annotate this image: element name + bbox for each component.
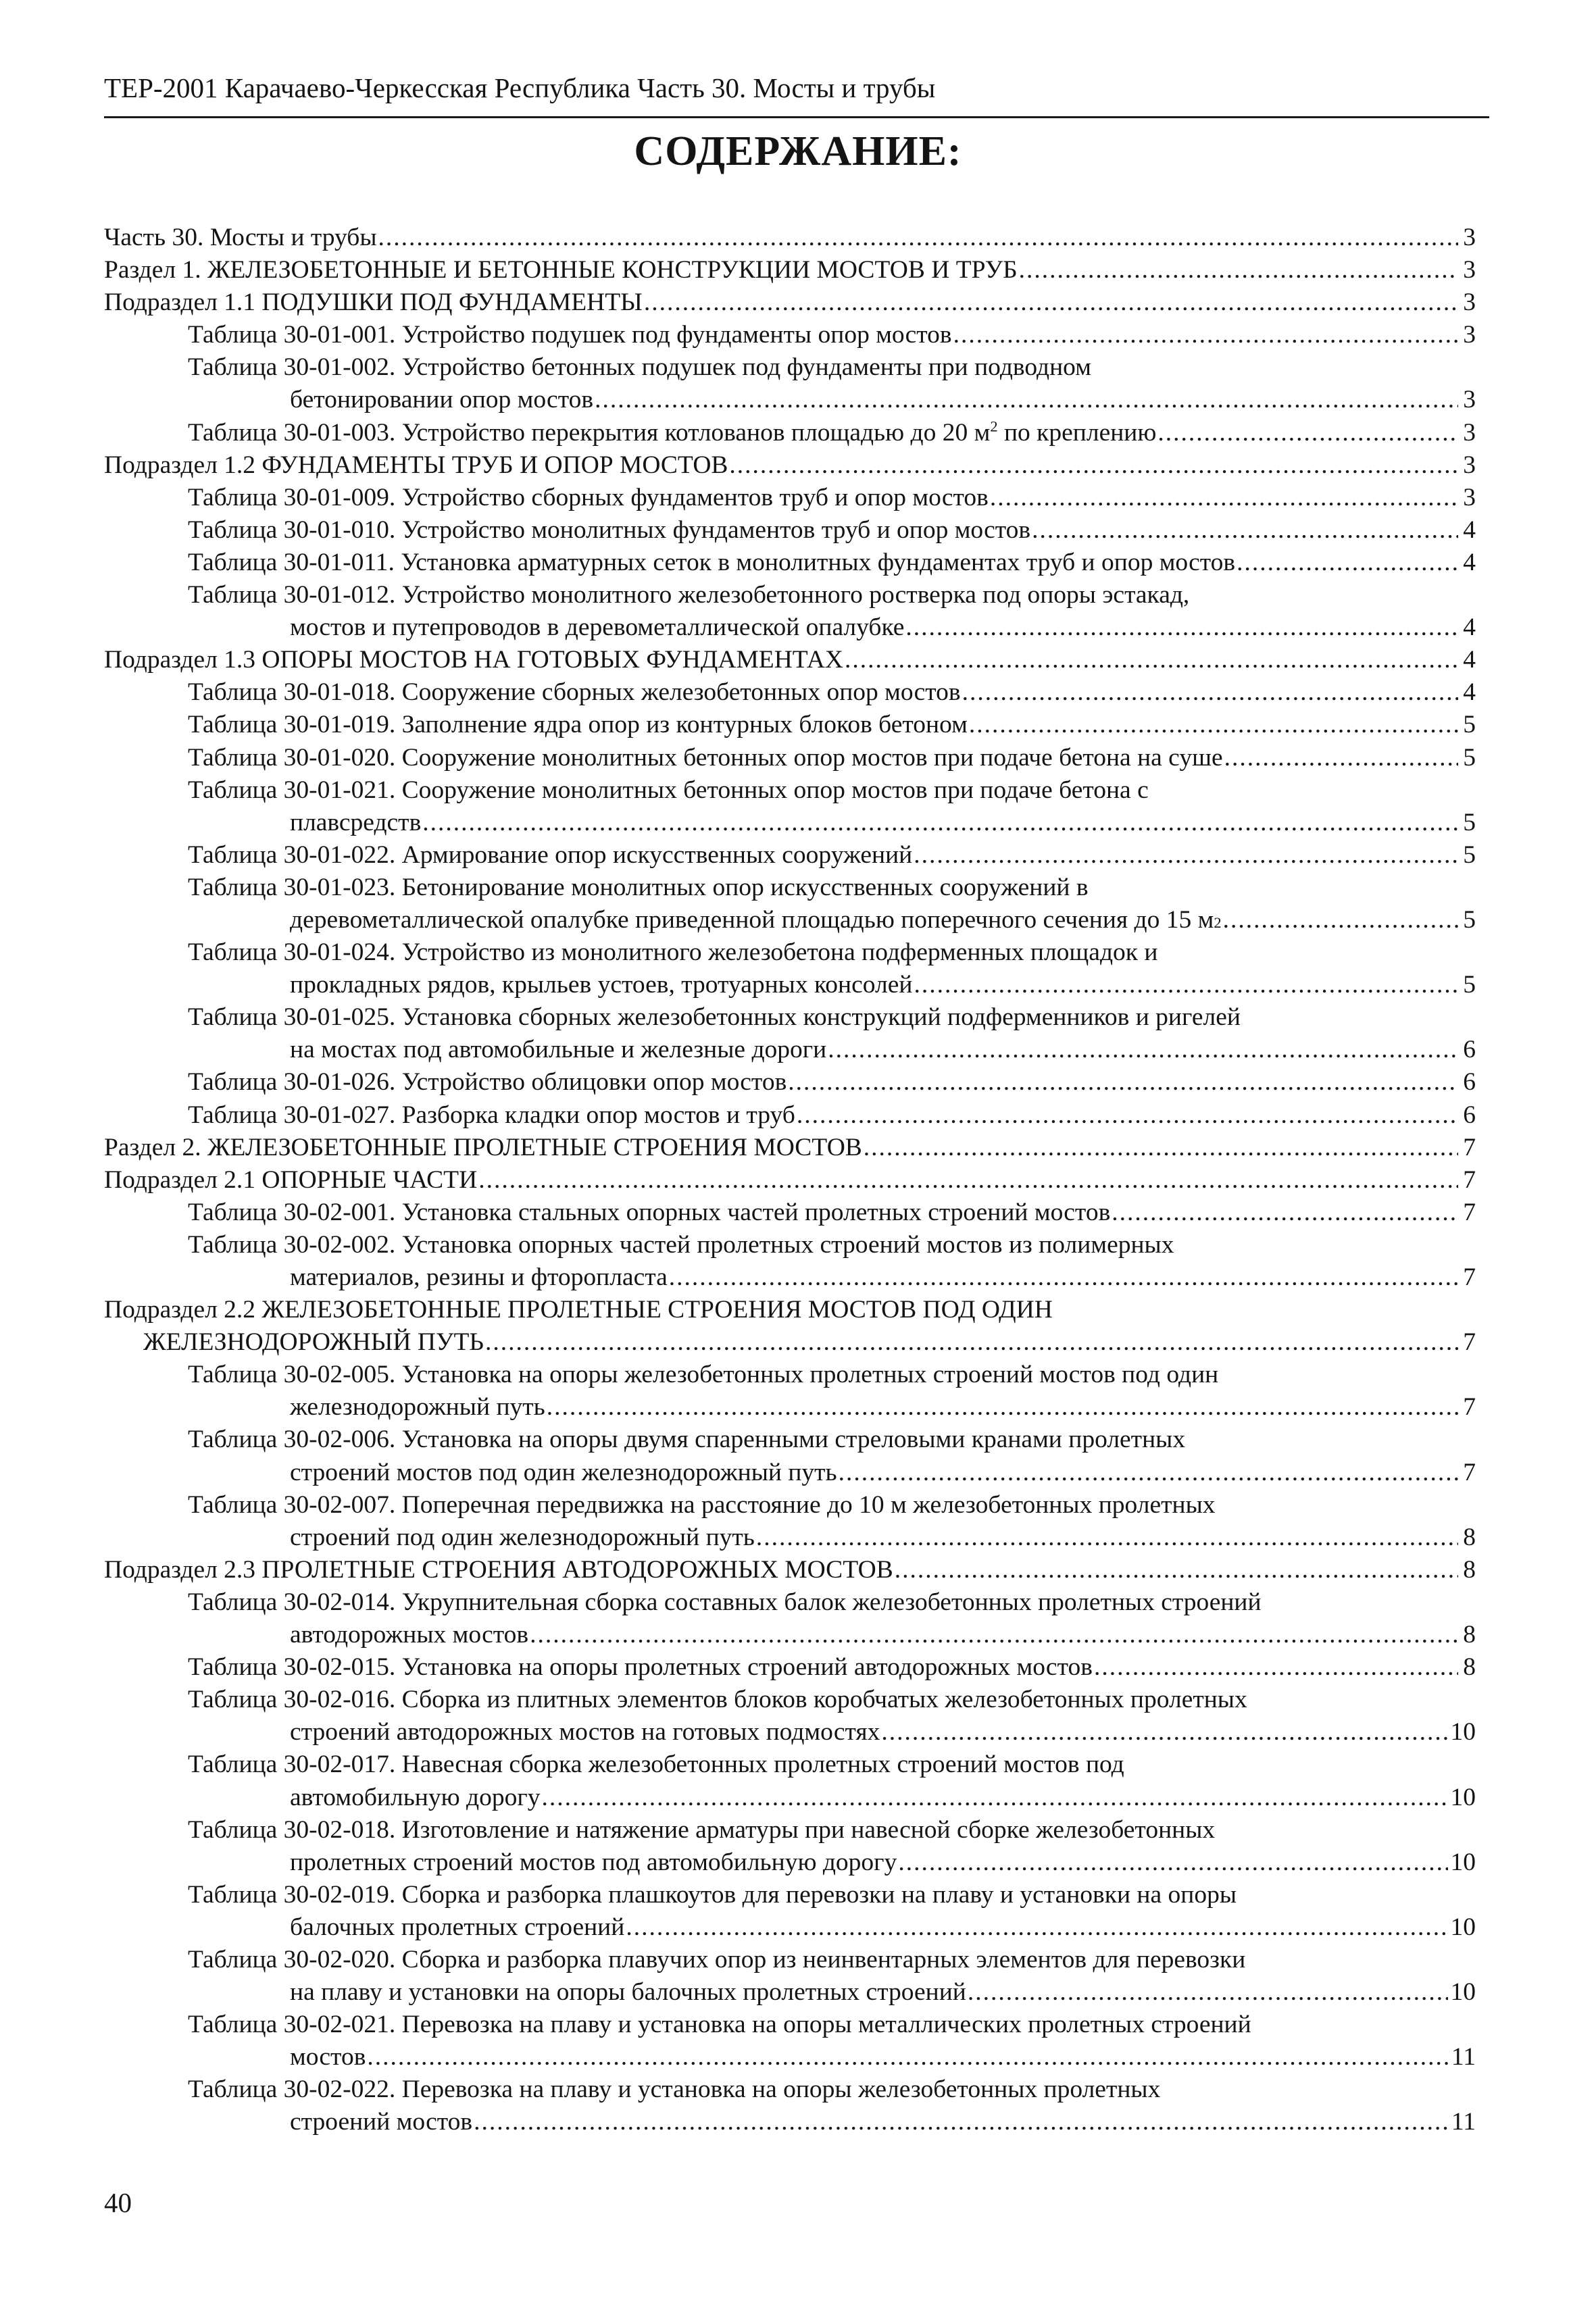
toc-page-number: 8	[1463, 1621, 1476, 1649]
toc-entry-text: строений мостов под один железнодорожный путь	[290, 1458, 837, 1486]
dot-leader	[962, 676, 1458, 709]
toc-entry-text: Таблица 30-02-021. Перевозка на плаву и установка на опоры металлических пролетных строений	[188, 2011, 1251, 2039]
toc-page-number: 6	[1463, 1036, 1476, 1064]
toc-table-entry[interactable]	[104, 1001, 1476, 1066]
dot-leader	[953, 319, 1458, 351]
dot-leader	[1223, 904, 1458, 936]
toc-page-number: 4	[1463, 515, 1476, 544]
dot-leader	[541, 1782, 1447, 1814]
dot-leader	[1157, 417, 1458, 449]
dot-leader	[1032, 514, 1458, 547]
toc-entry-text: Таблица 30-01-002. Устройство бетонных подушек под фундаменты при подводном	[188, 353, 1091, 382]
toc-table-entry[interactable]	[104, 579, 1476, 644]
dot-leader	[474, 2106, 1449, 2138]
toc-entry-text: на плаву и установки на опоры балочных пролетных строений	[290, 1978, 966, 2007]
dot-leader	[626, 1911, 1447, 1944]
toc-entry-text: Таблица 30-02-001. Установка стальных опорных частей пролетных строений мостов	[188, 1198, 1111, 1226]
toc-entry-text: Раздел 1. ЖЕЛЕЗОБЕТОННЫЕ И БЕТОННЫЕ КОНСТРУКЦИИ МОСТОВ И ТРУБ	[104, 256, 1018, 284]
toc-section-entry[interactable]	[104, 1164, 1476, 1197]
toc-table-entry[interactable]	[104, 1229, 1476, 1294]
toc-table-entry[interactable]	[104, 839, 1476, 872]
toc-entry-text: железнодорожный путь	[290, 1393, 545, 1422]
dot-leader	[914, 839, 1458, 872]
toc-section-entry[interactable]	[104, 1294, 1476, 1359]
dot-leader	[864, 1132, 1458, 1164]
toc-entry-text: материалов, резины и фторопласта	[290, 1263, 668, 1291]
toc-table-entry[interactable]	[104, 1944, 1476, 2009]
toc-page-number: 3	[1463, 288, 1476, 317]
toc-page-number: 8	[1463, 1523, 1476, 1551]
toc-entry-text: пролетных строений мостов под автомобильную дорогу	[290, 1848, 897, 1876]
toc-table-entry[interactable]	[104, 1424, 1476, 1488]
toc-page-number: 5	[1463, 711, 1476, 739]
dot-leader	[367, 2041, 1448, 2073]
toc-table-entry[interactable]	[104, 1197, 1476, 1229]
dot-leader	[1094, 1651, 1458, 1684]
toc-entry-text: Таблица 30-02-002. Установка опорных частей пролетных строений мостов из полимерных	[188, 1230, 1174, 1259]
toc-entry-text: Таблица 30-02-005. Установка на опоры железобетонных пролетных строений мостов под один	[188, 1361, 1219, 1389]
toc-entry-text: Таблица 30-01-025. Установка сборных железобетонных конструкций подферменников и ригелей	[188, 1003, 1241, 1032]
toc-entry-text: Таблица 30-02-014. Укрупнительная сборка составных балок железобетонных пролетных строений	[188, 1588, 1262, 1616]
toc-table-entry[interactable]	[104, 1814, 1476, 1879]
toc-section-entry[interactable]	[104, 449, 1476, 482]
toc-page-number: 3	[1463, 451, 1476, 479]
toc-section-entry[interactable]	[104, 644, 1476, 676]
toc-table-entry[interactable]	[104, 2009, 1476, 2073]
toc-entry-text: мостов и путепроводов в деревометаллической опалубке	[290, 613, 905, 642]
dot-leader	[485, 1326, 1458, 1359]
toc-table-entry[interactable]	[104, 1651, 1476, 1684]
toc-page-number: 5	[1463, 808, 1476, 836]
toc-page-number: 11	[1451, 2043, 1476, 2071]
toc-table-entry[interactable]	[104, 547, 1476, 579]
toc-entry-text: Таблица 30-01-026. Устройство облицовки опор мостов	[188, 1068, 787, 1097]
toc-page-number: 4	[1463, 646, 1476, 674]
toc-entry-text-part: Таблица 30-01-003. Устройство перекрытия котлованов площадью до 20 м	[188, 418, 991, 447]
toc-page-number: 7	[1463, 1263, 1476, 1291]
toc-entry-text: Таблица 30-02-016. Сборка из плитных элементов блоков коробчатых железобетонных пролетных	[188, 1686, 1247, 1714]
toc-page-number: 7	[1463, 1198, 1476, 1226]
toc-page-number: 7	[1463, 1328, 1476, 1357]
toc-entry-text: плавсредств	[290, 808, 422, 836]
dot-leader	[905, 611, 1458, 644]
dot-leader	[547, 1391, 1458, 1424]
toc-entry-text-part: по креплению	[1003, 418, 1157, 447]
dot-leader	[1019, 254, 1458, 286]
toc-page-number: 3	[1463, 483, 1476, 511]
toc-page-number: 3	[1463, 321, 1476, 349]
toc-entry-text: Таблица 30-01-027. Разборка кладки опор мостов и труб	[188, 1101, 795, 1129]
dot-leader	[1112, 1197, 1458, 1229]
dot-leader	[898, 1846, 1447, 1879]
toc-page-number: 10	[1450, 1848, 1476, 1876]
toc-page-number: 8	[1463, 1555, 1476, 1584]
dot-leader	[990, 482, 1458, 514]
toc-entry-text: Таблица 30-02-022. Перевозка на плаву и установка на опоры железобетонных пролетных	[188, 2076, 1161, 2104]
toc-page-number: 11	[1451, 2108, 1476, 2136]
toc-part-entry[interactable]	[104, 222, 1476, 254]
dot-leader	[378, 222, 1458, 254]
toc-entry-text: автомобильную дорогу	[290, 1783, 541, 1811]
toc-page-number: 7	[1463, 1165, 1476, 1194]
toc-table-entry[interactable]	[104, 2073, 1476, 2138]
toc-entry-text: Часть 30. Мосты и трубы	[104, 224, 377, 251]
toc-table-entry[interactable]	[104, 514, 1476, 547]
toc-page-number: 4	[1463, 678, 1476, 707]
toc-table-entry[interactable]	[104, 1586, 1476, 1651]
dot-leader	[839, 1457, 1458, 1489]
toc-page-number: 7	[1463, 1393, 1476, 1422]
toc-entry-text: Таблица 30-01-021. Сооружение монолитных бетонных опор мостов при подаче бетона с	[188, 776, 1149, 804]
toc-table-entry[interactable]: Таблица 30-01-023. Бетонирование монолитных опор искусственных сооружений в деревометаллической опалубке приведенной площадью поперечного сечения до 15 м 2 ..... 5	[104, 872, 1476, 936]
toc-table-entry[interactable]	[104, 417, 1476, 449]
toc-entry-text: прокладных рядов, крыльев устоев, тротуарных консолей	[290, 971, 913, 999]
toc-table-entry[interactable]	[104, 1489, 1476, 1554]
toc-section-entry[interactable]	[104, 1554, 1476, 1586]
toc-entry-text	[188, 417, 1156, 449]
toc-section-entry[interactable]	[104, 254, 1476, 286]
toc-entry-text: Таблица 30-01-001. Устройство подушек под фундаменты опор мостов	[188, 321, 952, 349]
toc-entry-text: деревометаллической опалубке приведенной площадью поперечного сечения до 15 м	[290, 905, 1214, 934]
dot-leader	[756, 1521, 1458, 1554]
toc-entry-text: Подраздел 2.1 ОПОРНЫЕ ЧАСТИ	[104, 1165, 478, 1194]
toc-page-number: 3	[1463, 256, 1476, 284]
toc-table-entry[interactable]	[104, 319, 1476, 351]
dot-leader	[788, 1066, 1458, 1099]
toc-page-number: 4	[1463, 548, 1476, 576]
page-title: СОДЕРЖАНИЕ:	[634, 128, 962, 174]
toc-page-number: 6	[1463, 1068, 1476, 1097]
toc-table-entry[interactable]	[104, 1879, 1476, 1944]
toc-page-number: 5	[1463, 905, 1476, 934]
toc-table-entry[interactable]	[104, 936, 1476, 1001]
toc-table-entry[interactable]	[104, 351, 1476, 416]
toc-page-number: 4	[1463, 613, 1476, 642]
toc-page-number: 3	[1463, 418, 1476, 447]
toc-entry-text: Таблица 30-01-009. Устройство сборных фундаментов труб и опор мостов	[188, 483, 989, 511]
toc-entry-text: Подраздел 1.2 ФУНДАМЕНТЫ ТРУБ И ОПОР МОСТОВ	[104, 451, 728, 479]
toc-page-number: 6	[1463, 1101, 1476, 1129]
toc-entry-text: строений под один железнодорожный путь	[290, 1523, 755, 1551]
toc-page-number: 7	[1463, 1133, 1476, 1161]
toc-entry-text: Таблица 30-02-017. Навесная сборка железобетонных пролетных строений мостов под	[188, 1751, 1124, 1779]
toc-table-entry[interactable]	[104, 1684, 1476, 1749]
dot-leader	[1237, 547, 1458, 579]
toc-entry-text: Таблица 30-01-010. Устройство монолитных фундаментов труб и опор мостов	[188, 515, 1031, 544]
toc-table-entry[interactable]	[104, 1359, 1476, 1424]
page-header	[104, 62, 1489, 118]
toc-entry-text: Таблица 30-01-018. Сооружение сборных железобетонных опор мостов	[188, 678, 961, 707]
toc-section-entry[interactable]	[104, 286, 1476, 319]
toc-page-number: 10	[1450, 1718, 1476, 1746]
toc-entry-text: Подраздел 1.1 ПОДУШКИ ПОД ФУНДАМЕНТЫ	[104, 288, 643, 317]
toc-entry-text: строений мостов	[290, 2108, 473, 2136]
toc-table-entry[interactable]	[104, 709, 1476, 741]
toc-entry-text: ЖЕЛЕЗНОДОРОЖНЫЙ ПУТЬ	[143, 1328, 484, 1357]
toc-entry-text: Раздел 2. ЖЕЛЕЗОБЕТОННЫЕ ПРОЛЕТНЫЕ СТРОЕНИЯ МОСТОВ	[104, 1133, 862, 1161]
toc-page-number: 3	[1463, 386, 1476, 414]
toc-page-number: 5	[1463, 971, 1476, 999]
toc-section-entry[interactable]	[104, 1132, 1476, 1164]
dot-leader	[530, 1619, 1458, 1651]
toc-entry-text: Подраздел 2.3 ПРОЛЕТНЫЕ СТРОЕНИЯ АВТОДОРОЖНЫХ МОСТОВ	[104, 1555, 893, 1584]
toc-entry-text: Таблица 30-01-012. Устройство монолитного железобетонного ростверка под опоры эстакад,	[188, 581, 1190, 609]
toc-table-entry[interactable]	[104, 1066, 1476, 1099]
toc-entry-text: Таблица 30-02-007. Поперечная передвижка на расстояние до 10 м железобетонных пролетных	[188, 1490, 1216, 1519]
toc-page-number: 3	[1463, 224, 1476, 251]
toc-page-number: 7	[1463, 1458, 1476, 1486]
dot-leader	[845, 644, 1458, 676]
dot-leader	[729, 449, 1458, 482]
dot-leader	[644, 286, 1458, 319]
toc-page-number: 5	[1463, 743, 1476, 772]
dot-leader	[669, 1261, 1458, 1294]
dot-leader	[797, 1099, 1458, 1132]
dot-leader	[968, 1976, 1448, 2009]
toc-page-number: 10	[1450, 1913, 1476, 1941]
toc-entry-text: Таблица 30-02-015. Установка на опоры пролетных строений автодорожных мостов	[188, 1653, 1093, 1682]
dot-leader	[828, 1034, 1458, 1066]
toc-page-number: 5	[1463, 840, 1476, 869]
toc-entry-text: бетонировании опор мостов	[290, 386, 594, 414]
toc-entry-text: Таблица 30-02-006. Установка на опоры двумя спаренными стреловыми кранами пролетных	[188, 1426, 1186, 1454]
dot-leader	[969, 709, 1458, 741]
toc-table-entry[interactable]	[104, 742, 1476, 774]
dot-leader	[881, 1716, 1447, 1749]
superscript: 2	[990, 418, 998, 435]
toc-entry-text: Подраздел 2.2 ЖЕЛЕЗОБЕТОННЫЕ ПРОЛЕТНЫЕ СТРОЕНИЯ МОСТОВ ПОД ОДИН	[104, 1296, 1053, 1324]
toc-entry-text: балочных пролетных строений	[290, 1913, 625, 1941]
dot-leader	[914, 969, 1458, 1001]
toc-entry-text: Таблица 30-02-018. Изготовление и натяжение арматуры при навесной сборке железобетонных	[188, 1815, 1216, 1844]
toc-table-entry[interactable]	[104, 482, 1476, 514]
dot-leader	[895, 1554, 1458, 1586]
toc-entry-text: Таблица 30-02-019. Сборка и разборка плашкоутов для перевозки на плаву и установки на опоры	[188, 1880, 1237, 1909]
toc-page-number: 10	[1450, 1783, 1476, 1811]
dot-leader	[478, 1164, 1458, 1197]
dot-leader	[422, 807, 1458, 839]
toc-entry-text: Подраздел 1.3 ОПОРЫ МОСТОВ НА ГОТОВЫХ ФУНДАМЕНТАХ	[104, 646, 844, 674]
toc-table-entry[interactable]	[104, 1749, 1476, 1813]
toc-entry-text: Таблица 30-01-024. Устройство из монолитного железобетона подферменных площадок и	[188, 938, 1158, 967]
header-text: ТЕР-2001 Карачаево-Черкесская Республика Часть 30. Мосты и трубы	[104, 72, 936, 103]
dot-leader	[1224, 742, 1458, 774]
dot-leader	[595, 384, 1458, 416]
page-number: 40	[104, 2187, 132, 2218]
toc-entry-text: мостов	[290, 2043, 366, 2071]
toc-entry-text: на мостах под автомобильные и железные дороги	[290, 1036, 827, 1064]
toc-entry-text: Таблица 30-01-020. Сооружение монолитных бетонных опор мостов при подаче бетона на суше	[188, 743, 1223, 772]
toc-table-entry[interactable]	[104, 676, 1476, 709]
toc-entry-text: строений автодорожных мостов на готовых подмостях	[290, 1718, 880, 1746]
toc-entry-text: Таблица 30-02-020. Сборка и разборка плавучих опор из неинвентарных элементов для перевозки	[188, 1945, 1246, 1973]
toc-table-entry[interactable]	[104, 1099, 1476, 1132]
toc-page-number: 10	[1450, 1978, 1476, 2007]
toc-table-entry[interactable]	[104, 774, 1476, 839]
toc-entry-text: автодорожных мостов	[290, 1621, 529, 1649]
table-of-contents	[104, 222, 1476, 2139]
toc-entry-text: Таблица 30-01-023. Бетонирование монолитных опор искусственных сооружений в	[188, 873, 1089, 901]
toc-entry-text: Таблица 30-01-019. Заполнение ядра опор из контурных блоков бетоном	[188, 711, 968, 739]
toc-entry-text: Таблица 30-01-022. Армирование опор искусственных сооружений	[188, 840, 913, 869]
toc-page-number: 8	[1463, 1653, 1476, 1682]
toc-entry-text: Таблица 30-01-011. Установка арматурных сеток в монолитных фундаментах труб и опор мостов	[188, 548, 1236, 576]
